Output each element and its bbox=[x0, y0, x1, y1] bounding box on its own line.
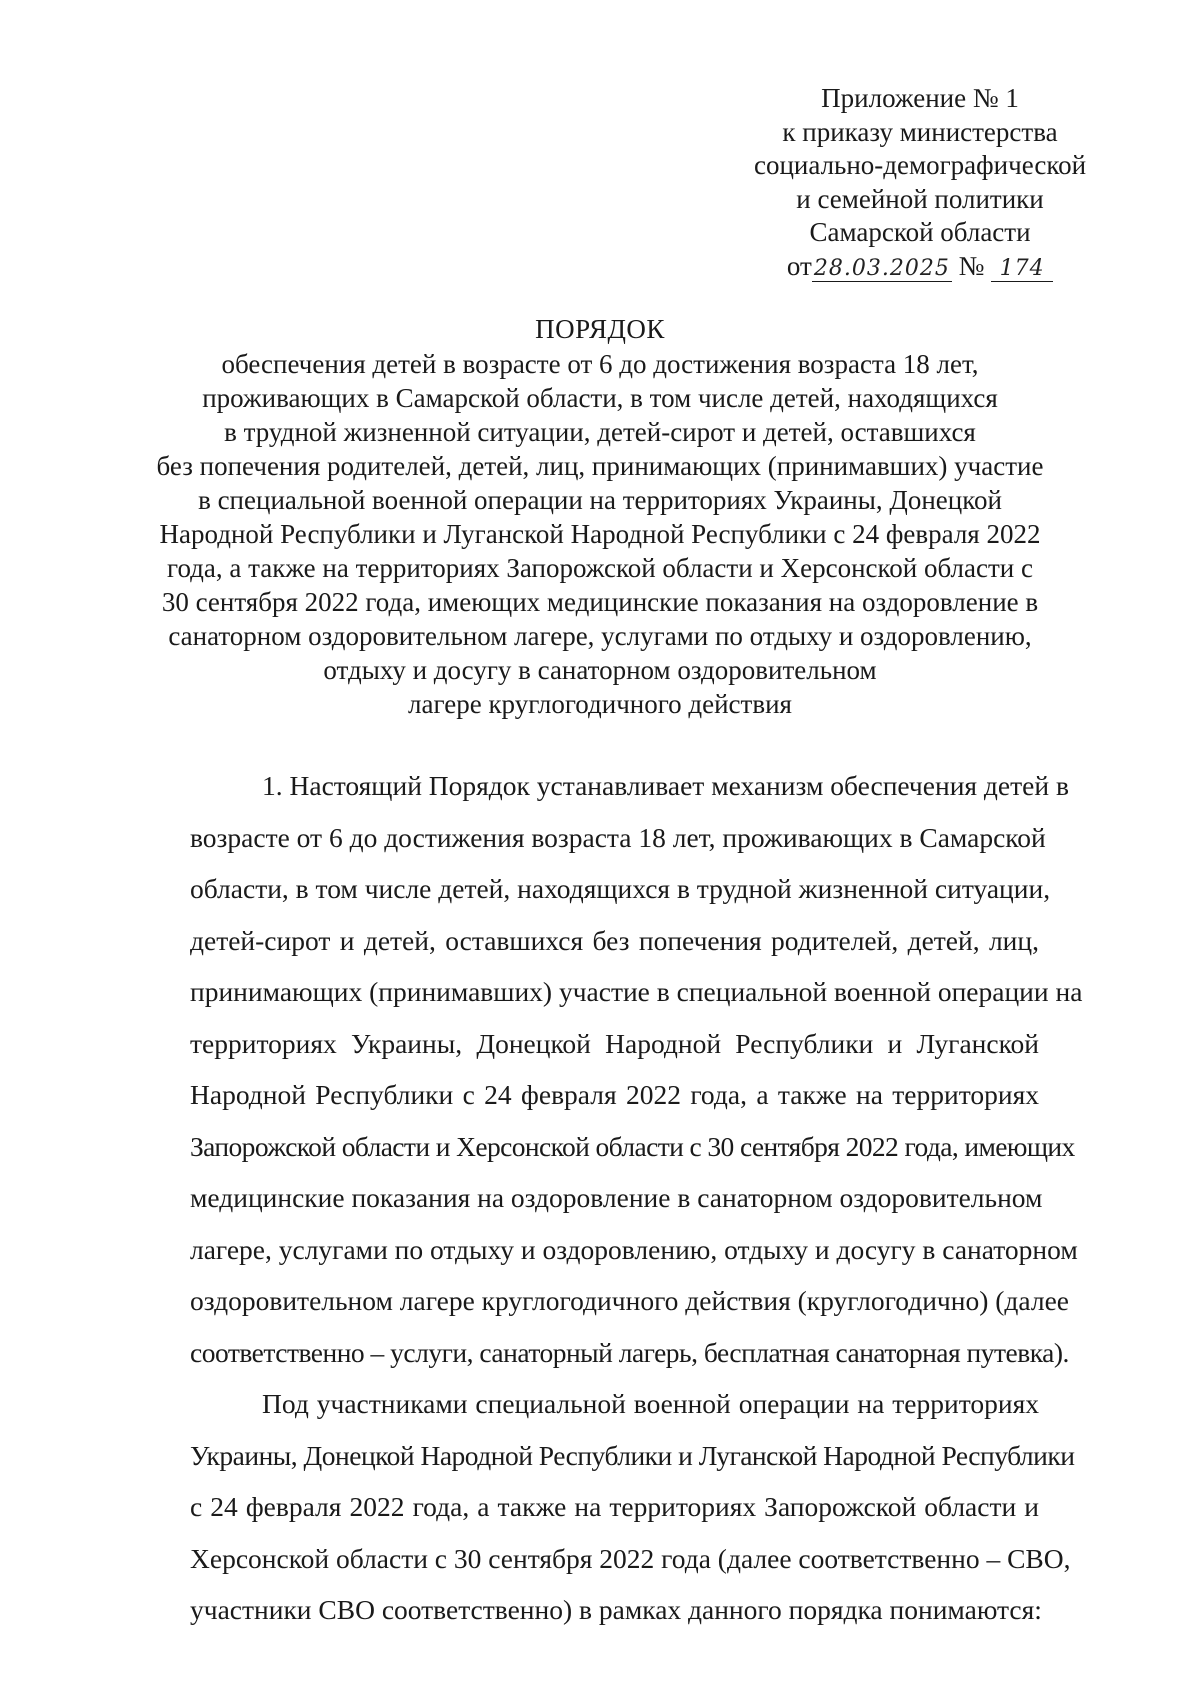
title-line: отдыху и досугу в санаторном оздоровительном bbox=[323, 655, 877, 685]
handwritten-number: 174 bbox=[991, 257, 1053, 282]
body-line: Украины, Донецкой Народной Республики и Луганской Народной Республики bbox=[190, 1439, 1075, 1471]
document-title bbox=[150, 312, 1050, 721]
body-line: медицинские показания на оздоровление в санаторном оздоровительном bbox=[190, 1182, 1043, 1213]
body-line: соответственно – услуги, санаторный лагерь, бесплатная санаторная путевка). bbox=[190, 1336, 1069, 1368]
handwritten-date: 28.03.2025 bbox=[813, 255, 950, 281]
body-line: Народной Республики с 24 февраля 2022 года, а также на территориях bbox=[190, 1079, 1039, 1110]
body-line: участники СВО соответственно) в рамках данного порядка понимаются: bbox=[190, 1594, 1042, 1625]
body-line: Херсонской области с 30 сентября 2022 года (далее соответственно – СВО, bbox=[190, 1542, 1071, 1574]
title-line: Народной Республики и Луганской Народной Республики с 24 февраля 2022 bbox=[159, 519, 1041, 549]
body-line: лагере, услугами по отдыху и оздоровлению, отдыху и досугу в санаторном bbox=[190, 1233, 1078, 1265]
body-line: территориях Украины, Донецкой Народной Республики и Луганской bbox=[190, 1027, 1039, 1059]
title-line: без попечения родителей, детей, лиц, принимающих (принимавших) участие bbox=[156, 451, 1044, 481]
appendix-number: Приложение № 1 bbox=[821, 83, 1019, 113]
title-line: лагере круглогодичного действия bbox=[408, 689, 792, 719]
title-line: проживающих в Самарской области, в том числе детей, находящихся bbox=[202, 383, 998, 413]
body-line: Под участниками специальной военной операции на территориях bbox=[262, 1388, 1039, 1419]
body-line: возрасте от 6 до достижения возраста 18 лет, проживающих в Самарской bbox=[190, 821, 1046, 853]
body-line: с 24 февраля 2022 года, а также на территориях Запорожской области и bbox=[190, 1491, 1039, 1522]
title-line: санаторном оздоровительном лагере, услугами по отдыху и оздоровлению, bbox=[168, 621, 1032, 651]
appendix-policy: и семейной политики bbox=[796, 183, 1044, 214]
appendix-date-number-line bbox=[740, 250, 1100, 284]
title-line: обеспечения детей в возрасте от 6 до достижения возраста 18 лет, bbox=[221, 349, 979, 379]
body-line: области, в том числе детей, находящихся в трудной жизненной ситуации, bbox=[190, 873, 1051, 904]
body-line: оздоровительном лагере круглогодичного действия (круглогодично) (далее bbox=[190, 1285, 1069, 1316]
number-label: № bbox=[958, 250, 985, 281]
title-line: в специальной военной операции на территориях Украины, Донецкой bbox=[198, 485, 1002, 515]
from-label: от bbox=[786, 250, 812, 281]
title-line: 30 сентября 2022 года, имеющих медицинские показания на оздоровление в bbox=[161, 587, 1039, 617]
title-line: в трудной жизненной ситуации, детей-сирот и детей, оставшихся bbox=[224, 417, 976, 447]
body-text bbox=[190, 760, 1083, 1636]
appendix-ministry: социально-демографической bbox=[753, 150, 1087, 180]
body-line: принимающих (принимавших) участие в специальной военной операции на bbox=[190, 976, 1083, 1007]
appendix-header bbox=[740, 82, 1100, 283]
appendix-order-ref: к приказу министерства bbox=[782, 116, 1058, 147]
body-line: Запорожской области и Херсонской области с 30 сентября 2022 года, имеющих bbox=[190, 1130, 1075, 1162]
title-line: года, а также на территориях Запорожской области и Херсонской области с bbox=[167, 553, 1033, 583]
title-heading: ПОРЯДОК bbox=[535, 314, 665, 344]
appendix-region: Самарской области bbox=[809, 217, 1031, 247]
body-line: детей-сирот и детей, оставшихся без попечения родителей, детей, лиц, bbox=[190, 924, 1039, 956]
body-line: 1. Настоящий Порядок устанавливает механизм обеспечения детей в bbox=[262, 770, 1069, 801]
